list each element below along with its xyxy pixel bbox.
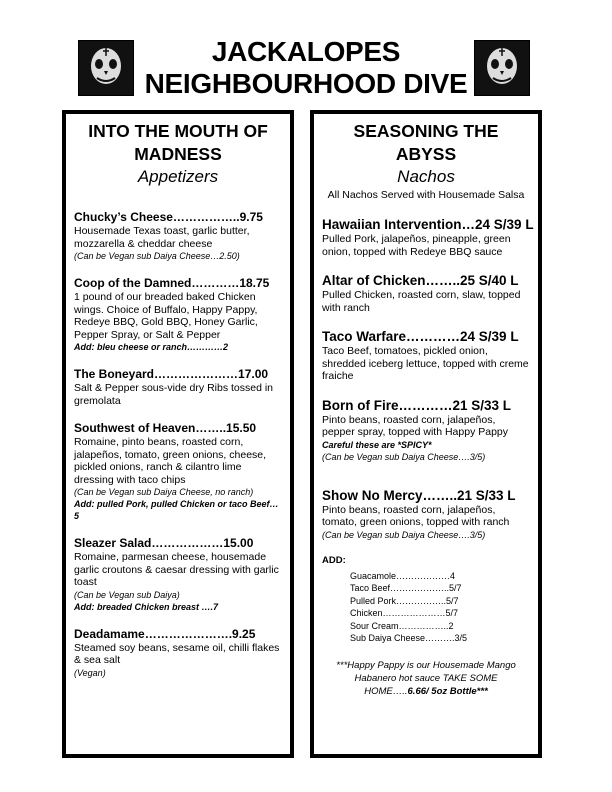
hot-sauce-promo xyxy=(322,659,530,698)
add-on-item: Pulled Pork……………..5/7 xyxy=(350,595,459,606)
item-note: (Can be Vegan sub Daiya) xyxy=(74,589,180,600)
appetizers-heading-line-1: INTO THE MOUTH OF xyxy=(88,121,268,141)
add-on-item: Chicken…………………5/7 xyxy=(350,608,459,618)
nachos-heading xyxy=(322,120,530,166)
item-description: Pinto beans, roasted corn, jalapeños, pepper spray, topped with Happy Pappy xyxy=(322,413,509,438)
item-title: Coop of the Damned…………18.75 xyxy=(74,276,270,290)
menu-item xyxy=(322,216,534,258)
appetizers-subtitle: Appetizers xyxy=(137,167,219,186)
menu-item xyxy=(74,367,282,407)
item-title: Chucky’s Cheese……………..9.75 xyxy=(74,210,263,224)
title-line-1: JACKALOPES xyxy=(211,36,401,67)
item-title: Altar of Chicken……..25 S/40 L xyxy=(322,273,519,288)
item-title: Southwest of Heaven……..15.50 xyxy=(74,421,257,435)
menu-item xyxy=(74,421,282,522)
item-add-note: Add: breaded Chicken breast ….7 xyxy=(74,601,219,612)
spicy-warning: Careful these are *SPICY* xyxy=(322,439,432,450)
hot-sauce-price: 6.66/ 5oz Bottle*** xyxy=(407,685,488,697)
nachos-subtitle: Nachos xyxy=(397,167,455,186)
appetizers-heading-line-2: MADNESS xyxy=(134,144,222,164)
menu-item xyxy=(74,210,282,262)
item-description: 1 pound of our breaded baked Chicken wings. Choice of Buffalo, Happy Pappy, Redeye BBQ, Gold BBQ, Honey Garlic, Pepper Spray, or Salt & Pepper xyxy=(74,291,258,341)
nachos-panel xyxy=(310,110,542,758)
menu-item xyxy=(74,627,282,679)
item-note: (Can be Vegan sub Daiya Cheese….3/5) xyxy=(322,529,486,540)
item-title: Hawaiian Intervention…24 S/39 L xyxy=(322,217,534,232)
menu-item xyxy=(322,397,530,463)
add-on-item: Guacamole………………4 xyxy=(350,570,456,581)
item-description: Pinto beans, roasted corn, jalapeños, tomato, green onions, topped with ranch xyxy=(322,503,510,528)
item-title: Deadamame………………….9.25 xyxy=(74,626,256,641)
menu-item xyxy=(322,487,530,541)
add-on-item: Sour Cream……………..2 xyxy=(350,620,454,631)
item-note: (Can be Vegan sub Daiya Cheese, no ranch) xyxy=(74,487,254,497)
item-add-note: Add: pulled Pork, pulled Chicken or taco Beef…5 xyxy=(74,499,279,521)
add-on-item: Sub Daiya Cheese……….3/5 xyxy=(350,633,468,643)
item-note: Add: bleu cheese or ranch…………2 xyxy=(74,342,229,352)
menu-item xyxy=(74,536,282,613)
hot-sauce-promo-text: ***Happy Pappy is our Housemade Mango Habanero hot sauce TAKE SOME HOME….. xyxy=(336,659,516,697)
item-description: Steamed soy beans, sesame oil, chilli flakes & sea salt xyxy=(74,641,280,666)
item-description: Taco Beef, tomatoes, pickled onion, shredded iceberg lettuce, topped with creme fraiche xyxy=(322,345,529,382)
menu-item xyxy=(322,328,530,383)
item-note: (Can be Vegan sub Daiya Cheese…2.50) xyxy=(74,251,240,261)
item-description: Salt & Pepper sous-vide dry Ribs tossed in gremolata xyxy=(74,382,274,407)
add-ons-list xyxy=(350,570,530,645)
item-description: Romaine, parmesan cheese, housemade garlic croutons & caesar dressing with garlic toast xyxy=(74,551,279,588)
item-title: Born of Fire…………21 S/33 L xyxy=(322,397,512,413)
add-on-item: Taco Beef………………..5/7 xyxy=(350,583,462,593)
item-title: Sleazer Salad………………15.00 xyxy=(74,536,254,550)
item-description: Pulled Chicken, roasted corn, slaw, topped with ranch xyxy=(322,289,521,314)
item-note: (Can be Vegan sub Daiya Cheese….3/5) xyxy=(322,451,486,462)
nachos-heading-line-1: SEASONING THE xyxy=(353,121,499,141)
menu-item xyxy=(74,276,282,353)
nachos-heading-line-2: ABYSS xyxy=(395,144,457,164)
item-note: (Vegan) xyxy=(74,667,106,678)
item-title: The Boneyard…………………17.00 xyxy=(74,367,269,381)
item-description: Housemade Texas toast, garlic butter, mozzarella & cheddar cheese xyxy=(74,225,250,250)
item-title: Taco Warfare…………24 S/39 L xyxy=(322,329,519,344)
item-description: Romaine, pinto beans, roasted corn, jalapeños, tomato, green onions, cheese, pickled onions, ranch & cilantro lime dressing with taco chips xyxy=(74,436,267,486)
title-line-2: NEIGHBOURHOOD DIVE xyxy=(144,68,468,99)
appetizers-heading xyxy=(74,120,282,166)
add-ons-label: ADD: xyxy=(322,554,346,566)
nachos-salsa-note: All Nachos Served with Housemade Salsa xyxy=(327,189,525,201)
item-description: Pulled Pork, jalapeños, pineapple, green onion, topped with Redeye BBQ sauce xyxy=(322,233,511,258)
menu-item xyxy=(322,272,530,314)
appetizers-panel xyxy=(62,110,294,758)
item-title: Show No Mercy……..21 S/33 L xyxy=(322,487,516,503)
restaurant-title xyxy=(0,36,612,100)
